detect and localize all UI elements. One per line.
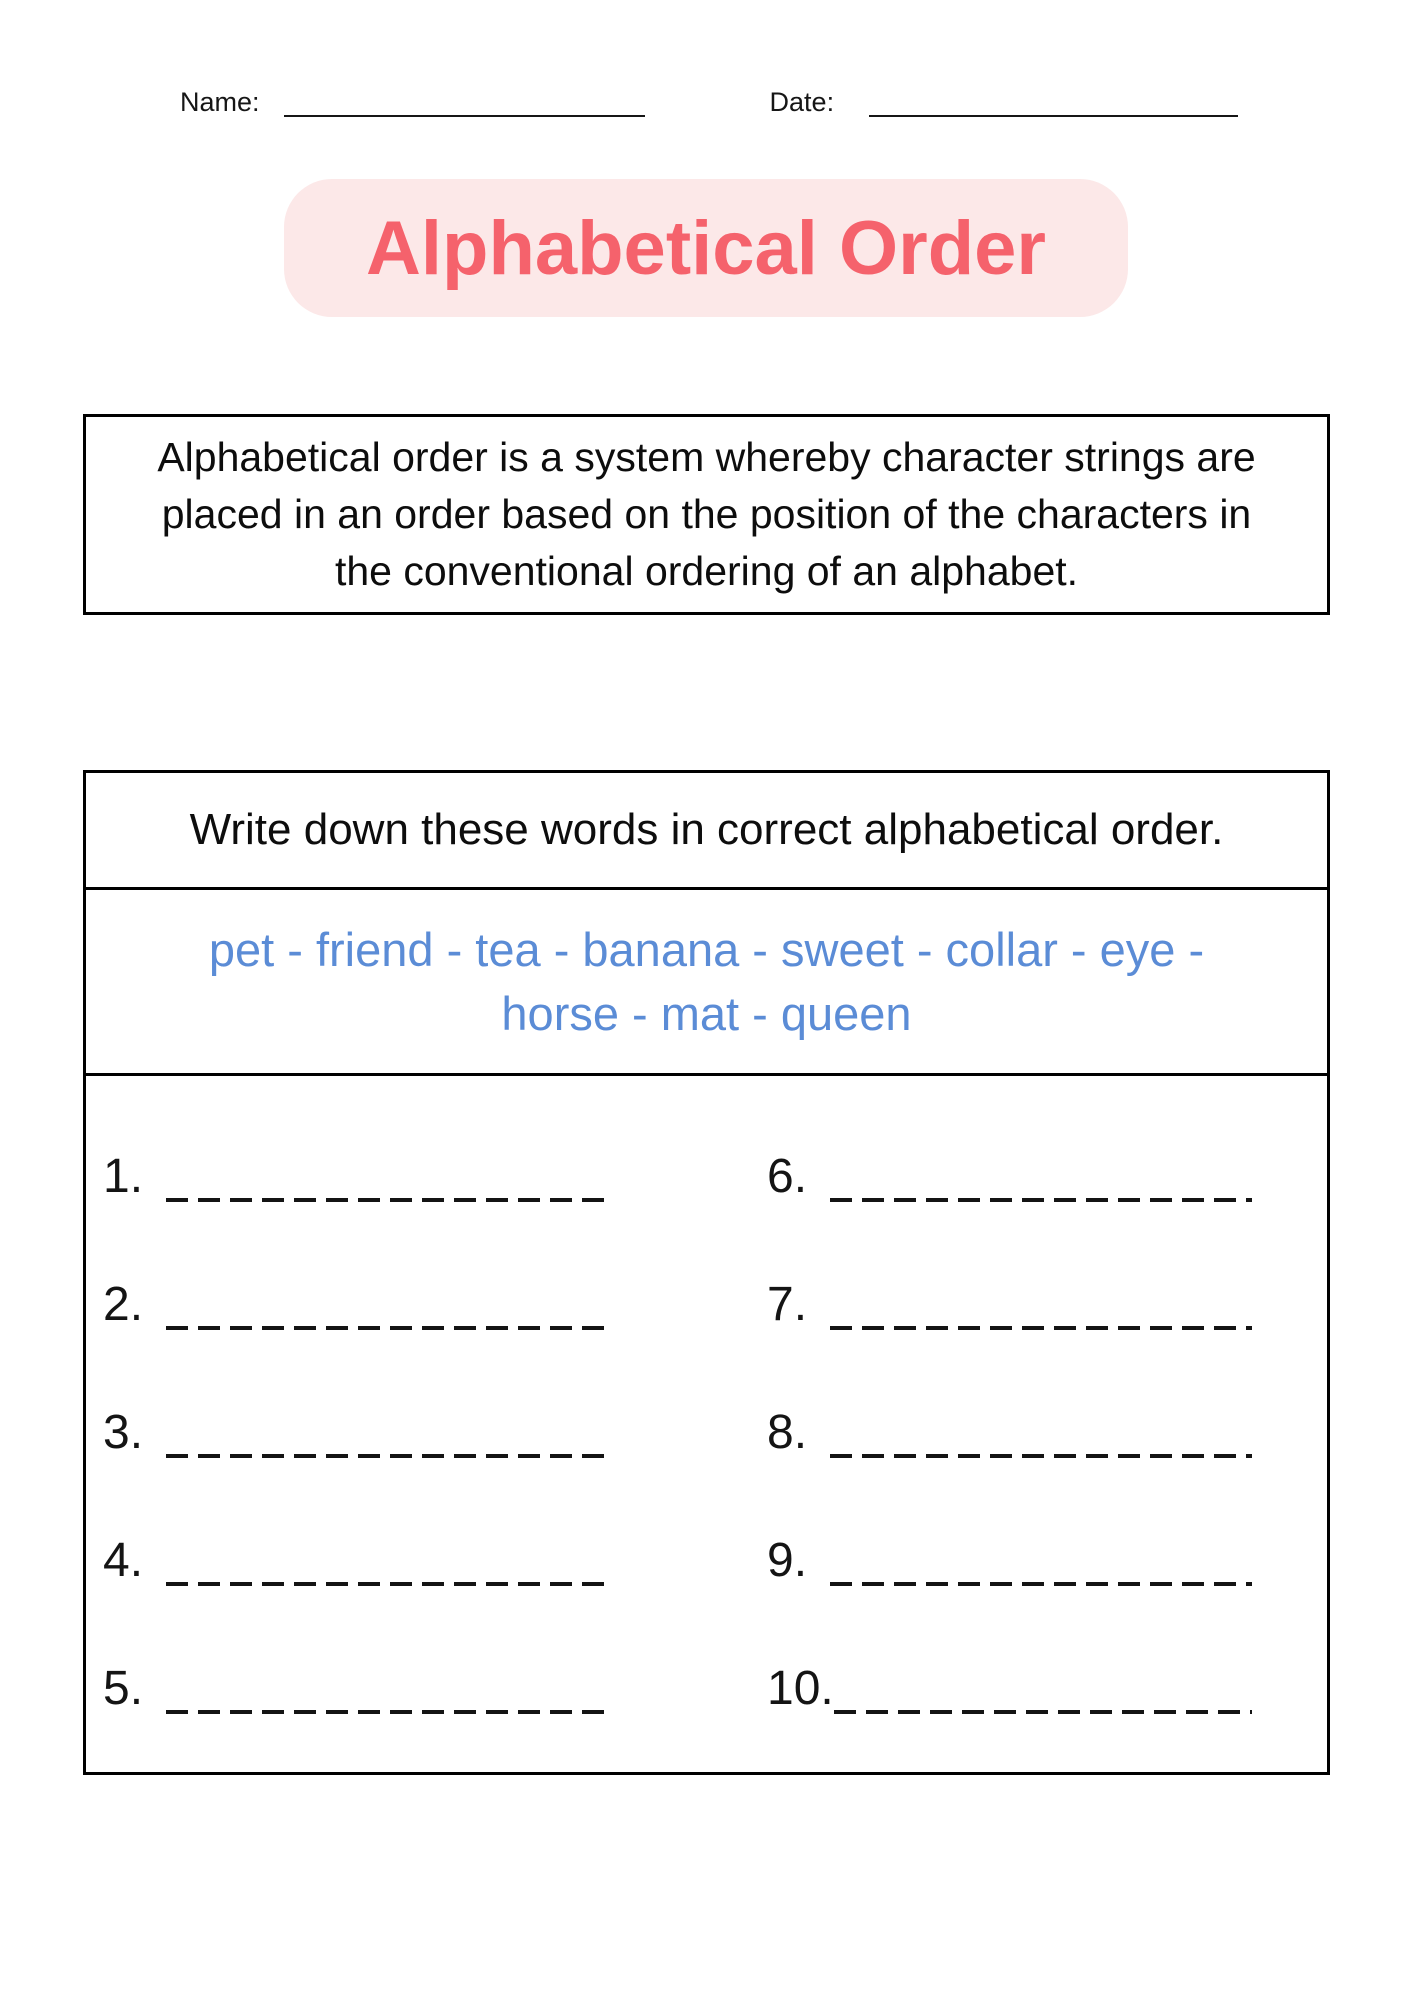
answer-blank[interactable]: [166, 1326, 609, 1330]
answer-blank[interactable]: [166, 1454, 609, 1458]
answer-row: [767, 1332, 1252, 1460]
answer-row: [103, 1588, 609, 1716]
answer-blank[interactable]: [830, 1582, 1252, 1586]
answer-blank[interactable]: [830, 1454, 1252, 1458]
answer-row: [103, 1460, 609, 1588]
answer-blank[interactable]: [166, 1710, 609, 1714]
exercise-box: [83, 770, 1330, 1775]
answer-area: [86, 1076, 1327, 1772]
definition-line: the conventional ordering of an alphabet.: [334, 548, 1079, 594]
answer-row: [767, 1460, 1252, 1588]
word-bank-line: horse - mat - queen: [501, 986, 912, 1040]
answer-number: 2.: [103, 1278, 144, 1332]
answer-row: [767, 1588, 1252, 1716]
answer-blank[interactable]: [830, 1198, 1252, 1202]
answer-row: [767, 1076, 1252, 1204]
answer-number: 8.: [767, 1406, 808, 1460]
definition-box: [83, 414, 1330, 615]
definition-line: Alphabetical order is a system whereby character strings are: [157, 434, 1256, 480]
answer-blank[interactable]: [834, 1710, 1252, 1714]
answer-number: 1.: [103, 1150, 144, 1204]
answer-row: [767, 1204, 1252, 1332]
word-bank: [86, 890, 1327, 1076]
answer-number: 4.: [103, 1534, 144, 1588]
name-input-line[interactable]: [284, 105, 645, 117]
answer-number: 7.: [767, 1278, 808, 1332]
exercise-instruction: Write down these words in correct alphabetical order.: [86, 773, 1327, 890]
answer-number: 3.: [103, 1406, 144, 1460]
name-date-row: [180, 78, 1238, 118]
title-banner: [284, 179, 1128, 317]
answer-column-left: [103, 1076, 609, 1772]
date-input-line[interactable]: [869, 105, 1238, 117]
answer-number: 6.: [767, 1150, 808, 1204]
answer-column-right: [767, 1076, 1252, 1772]
answer-row: [103, 1076, 609, 1204]
date-label: Date:: [769, 86, 835, 117]
answer-row: [103, 1332, 609, 1460]
word-bank-line: pet - friend - tea - banana - sweet - collar - eye -: [208, 922, 1205, 976]
answer-number: 5.: [103, 1662, 144, 1716]
definition-line: placed in an order based on the position of the characters in: [161, 491, 1252, 537]
answer-number: 9.: [767, 1534, 808, 1588]
answer-number: 10.: [767, 1662, 834, 1716]
name-label: Name:: [180, 86, 260, 117]
answer-blank[interactable]: [166, 1582, 609, 1586]
answer-blank[interactable]: [166, 1198, 609, 1202]
answer-blank[interactable]: [830, 1326, 1252, 1330]
page-title: Alphabetical Order: [366, 205, 1046, 291]
answer-row: [103, 1204, 609, 1332]
